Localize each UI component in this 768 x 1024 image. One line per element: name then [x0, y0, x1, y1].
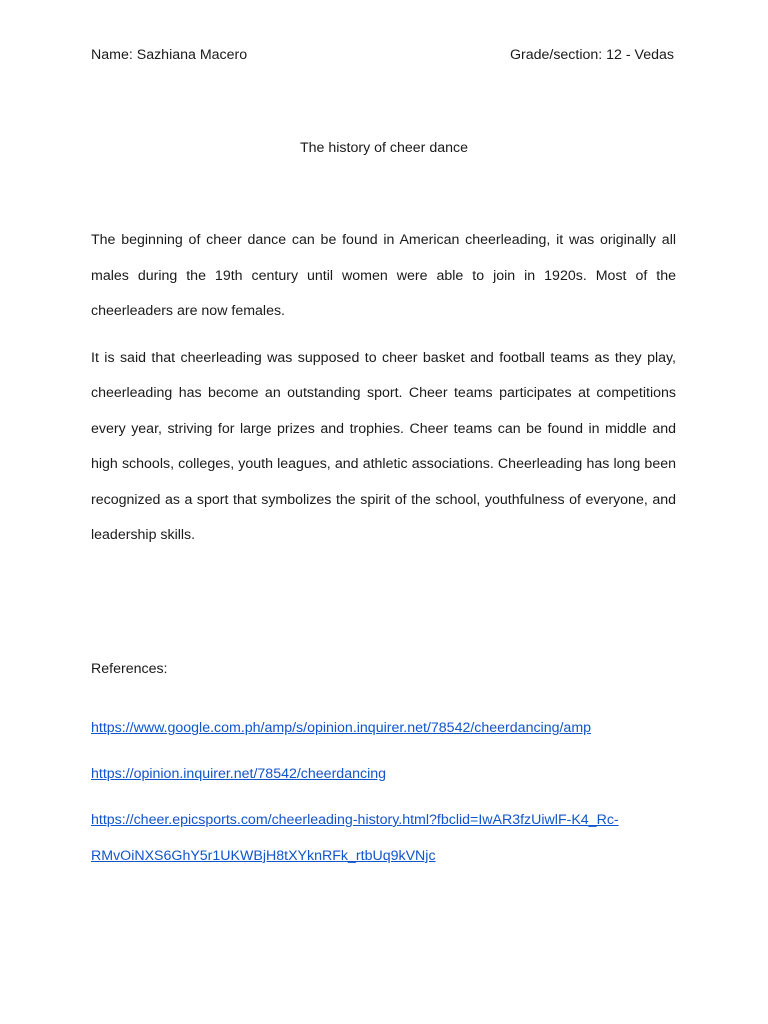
document-header — [91, 46, 674, 64]
reference-link-epicsports[interactable] — [91, 802, 676, 874]
student-name: Name: Sazhiana Macero — [91, 47, 248, 63]
grade-section: Grade/section: 12 - Vedas — [509, 47, 674, 63]
reference-link-inquirer[interactable]: https://opinion.inquirer.net/78542/cheerdancing — [91, 766, 386, 782]
references-heading: References: — [91, 661, 168, 677]
document-body — [91, 223, 676, 565]
paragraph-1: The beginning of cheer dance can be found in American cheerleading, it was originally all males during the 19th century until women were able to join in 1920s. Most of the cheerleaders are now females. — [91, 232, 676, 319]
reference-link-google-amp[interactable]: https://www.google.com.ph/amp/s/opinion.inquirer.net/78542/cheerdancing/amp — [91, 720, 592, 736]
reference-link-epicsports-line-1: https://cheer.epicsports.com/cheerleading-history.html?fbclid=IwAR3fzUiwlF-K4_Rc- — [91, 812, 619, 828]
paragraph-2: It is said that cheerleading was supposed to cheer basket and football teams as they play, cheerleading has become an outstanding sport. Cheer teams participates at competitions every year, striving for large prizes and trophies. Cheer teams can be found in middle and high schools, colleges, youth leagues, and athletic associations. Cheerleading has long been recognized as a sport that symbolizes the spirit of the school, youthfulness of everyone, and leadership skills. — [91, 349, 676, 543]
document-title: The history of cheer dance — [300, 140, 468, 156]
reference-link-epicsports-line-2: RMvOiNXS6GhY5r1UKWBjH8tXYknRFk_rtbUq9kVNjc — [91, 848, 436, 864]
